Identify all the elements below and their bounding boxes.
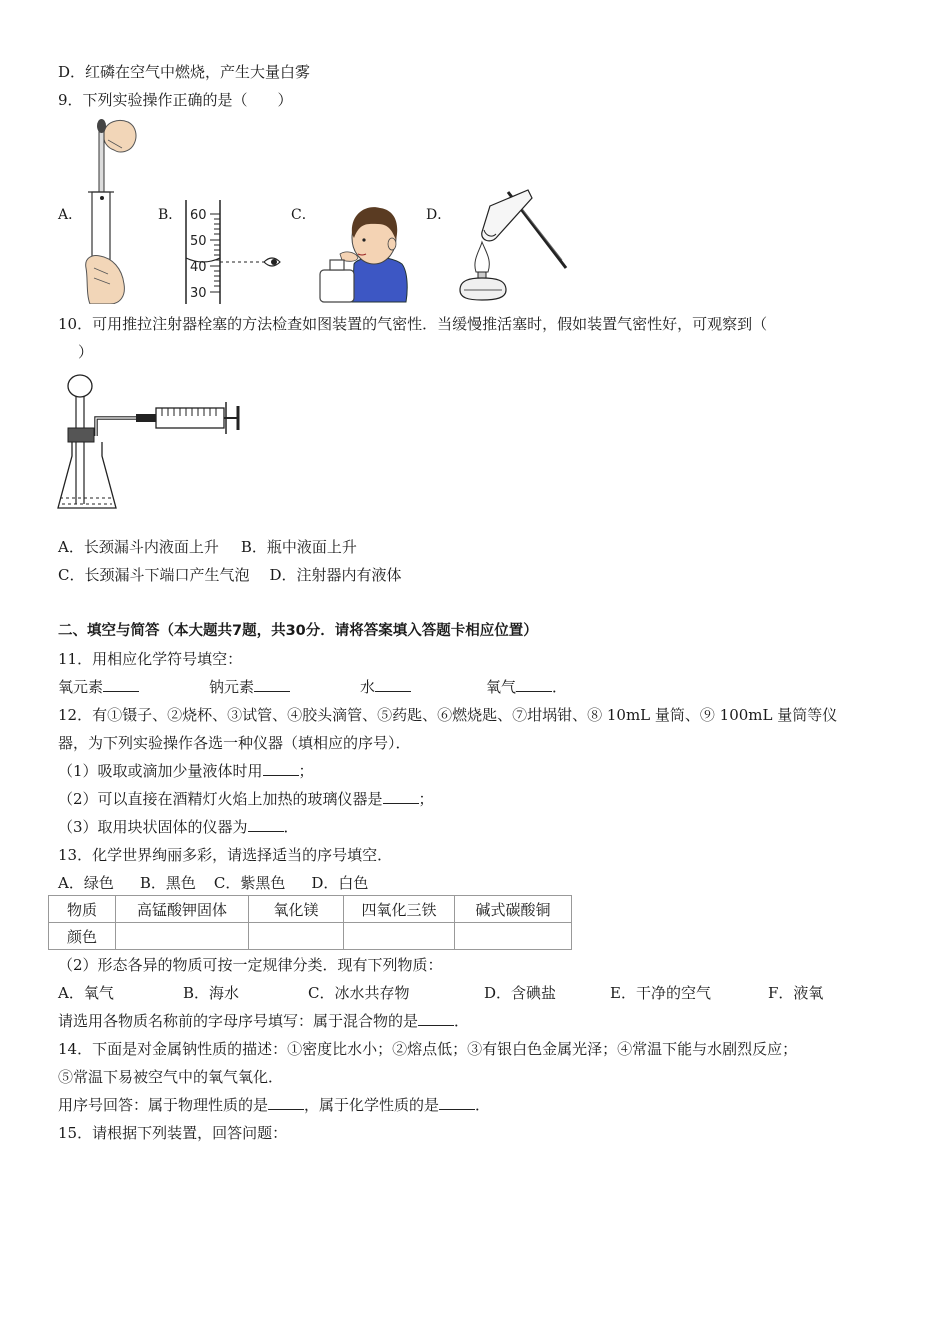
q13-color-options <box>58 873 368 893</box>
q9-option-a-label: A． <box>58 207 83 223</box>
table-header-cell: 四氧化三铁 <box>344 896 455 923</box>
q9-option-c-label: C． <box>291 207 316 223</box>
section2-heading: 二、填空与简答（本大题共7题，共30分．请将答案填入答题卡相应位置） <box>58 623 538 639</box>
heating-test-tube-illustration <box>450 186 575 306</box>
table-header-cell: 氧化镁 <box>249 896 344 923</box>
q14-answer: 用序号回答：属于物理性质的是 ，属于化学性质的是 ． <box>58 1096 491 1114</box>
color-option-a: A．绿色 <box>58 874 114 892</box>
q10-option-a: A．长颈漏斗内液面上升 <box>58 538 219 556</box>
q11-item-oxygen-element: 氧元素 <box>58 677 139 697</box>
airtightness-apparatus-illustration <box>54 372 246 518</box>
q11-item-oxygen-gas: 氧气 ． <box>486 678 568 696</box>
table-row <box>49 923 572 950</box>
q13-sub2: （2）形态各异的物质可按一定规律分类．现有下列物质： <box>58 956 443 974</box>
substance-f: F．液氧 <box>768 984 824 1002</box>
table-header-cell: 高锰酸钾固体 <box>116 896 249 923</box>
table-row <box>49 896 572 923</box>
color-option-c: C．紫黑色 <box>213 874 286 892</box>
table-row-label: 颜色 <box>49 923 116 950</box>
q12-sub3: （3）取用块状固体的仪器为 ． <box>58 818 299 836</box>
tick-label-50: 50 <box>190 234 207 249</box>
substance-a: A．氧气 <box>58 984 114 1002</box>
substance-color-table <box>48 895 572 950</box>
q10-option-d: D．注射器内有液体 <box>269 566 402 584</box>
q9-stem: 9．下列实验操作正确的是（ ） <box>58 91 293 109</box>
q12-line2: 器，为下列实验操作各选一种仪器（填相应的序号）． <box>58 734 411 752</box>
q12-sub1: （1）吸取或滴加少量液体时用 ； <box>58 762 314 780</box>
smelling-gas-illustration <box>318 194 410 304</box>
tick-label-60: 60 <box>190 208 207 223</box>
color-option-d: D．白色 <box>311 874 369 892</box>
q10-stem-line1: 10．可用推拉注射器栓塞的方法检查如图装置的气密性．当缓慢推活塞时，假如装置气密性好，可观察到（ <box>58 315 768 333</box>
q14-line2: ⑤常温下易被空气中的氧气氧化． <box>58 1068 284 1086</box>
color-option-b: B．黑色 <box>139 874 196 892</box>
table-header-cell: 碱式碳酸铜 <box>455 896 572 923</box>
q11-item-water: 水 <box>360 677 411 697</box>
table-answer-cell[interactable] <box>344 923 455 950</box>
q12-sub2: （2）可以直接在酒精灯火焰上加热的玻璃仪器是 ； <box>58 790 434 808</box>
q12-line1: 12．有①镊子、②烧杯、③试管、④胶头滴管、⑤药匙、⑥燃烧匙、⑦坩埚钳、⑧ 10mL 量筒、⑨ 100mL 量筒等仪 <box>58 706 838 724</box>
q15-stem: 15．请根据下列装置，回答问题： <box>58 1124 288 1142</box>
substance-c: C．冰水共存物 <box>308 984 410 1002</box>
q11-stem: 11．用相应化学符号填空： <box>58 650 243 668</box>
q10-options-row1 <box>58 537 357 557</box>
table-header-cell: 物质 <box>49 896 116 923</box>
table-answer-cell[interactable] <box>249 923 344 950</box>
q9-option-b-label: B． <box>158 207 183 223</box>
substance-b: B．海水 <box>183 984 240 1002</box>
q11-item-sodium-element: 钠元素 <box>209 677 290 697</box>
table-answer-cell[interactable] <box>116 923 249 950</box>
q10-option-c: C．长颈漏斗下端口产生气泡 <box>58 566 250 584</box>
substance-d: D．含碘盐 <box>484 984 557 1002</box>
q9-option-d-label: D． <box>426 207 452 223</box>
q13-stem: 13．化学世界绚丽多彩，请选择适当的序号填空． <box>58 846 393 864</box>
cylinder-reading-illustration <box>180 200 290 305</box>
q14-line1: 14．下面是对金属钠性质的描述：①密度比水小；②熔点低；③有银白色金属光泽；④常温下能与水剧烈反应； <box>58 1040 798 1058</box>
table-answer-cell[interactable] <box>455 923 572 950</box>
q10-stem-line2: ） <box>78 343 94 361</box>
q13-prompt: 请选用各物质名称前的字母序号填写：属于混合物的是 ． <box>58 1012 470 1030</box>
substance-e: E．干净的空气 <box>610 984 711 1002</box>
q10-option-b: B．瓶中液面上升 <box>240 538 357 556</box>
q8-option-d: D．红磷在空气中燃烧，产生大量白雾 <box>58 63 311 81</box>
tick-label-30: 30 <box>190 286 207 301</box>
q10-options-row2 <box>58 565 402 585</box>
dropper-into-cylinder-illustration <box>82 118 142 304</box>
tick-label-40: 40 <box>190 260 207 275</box>
